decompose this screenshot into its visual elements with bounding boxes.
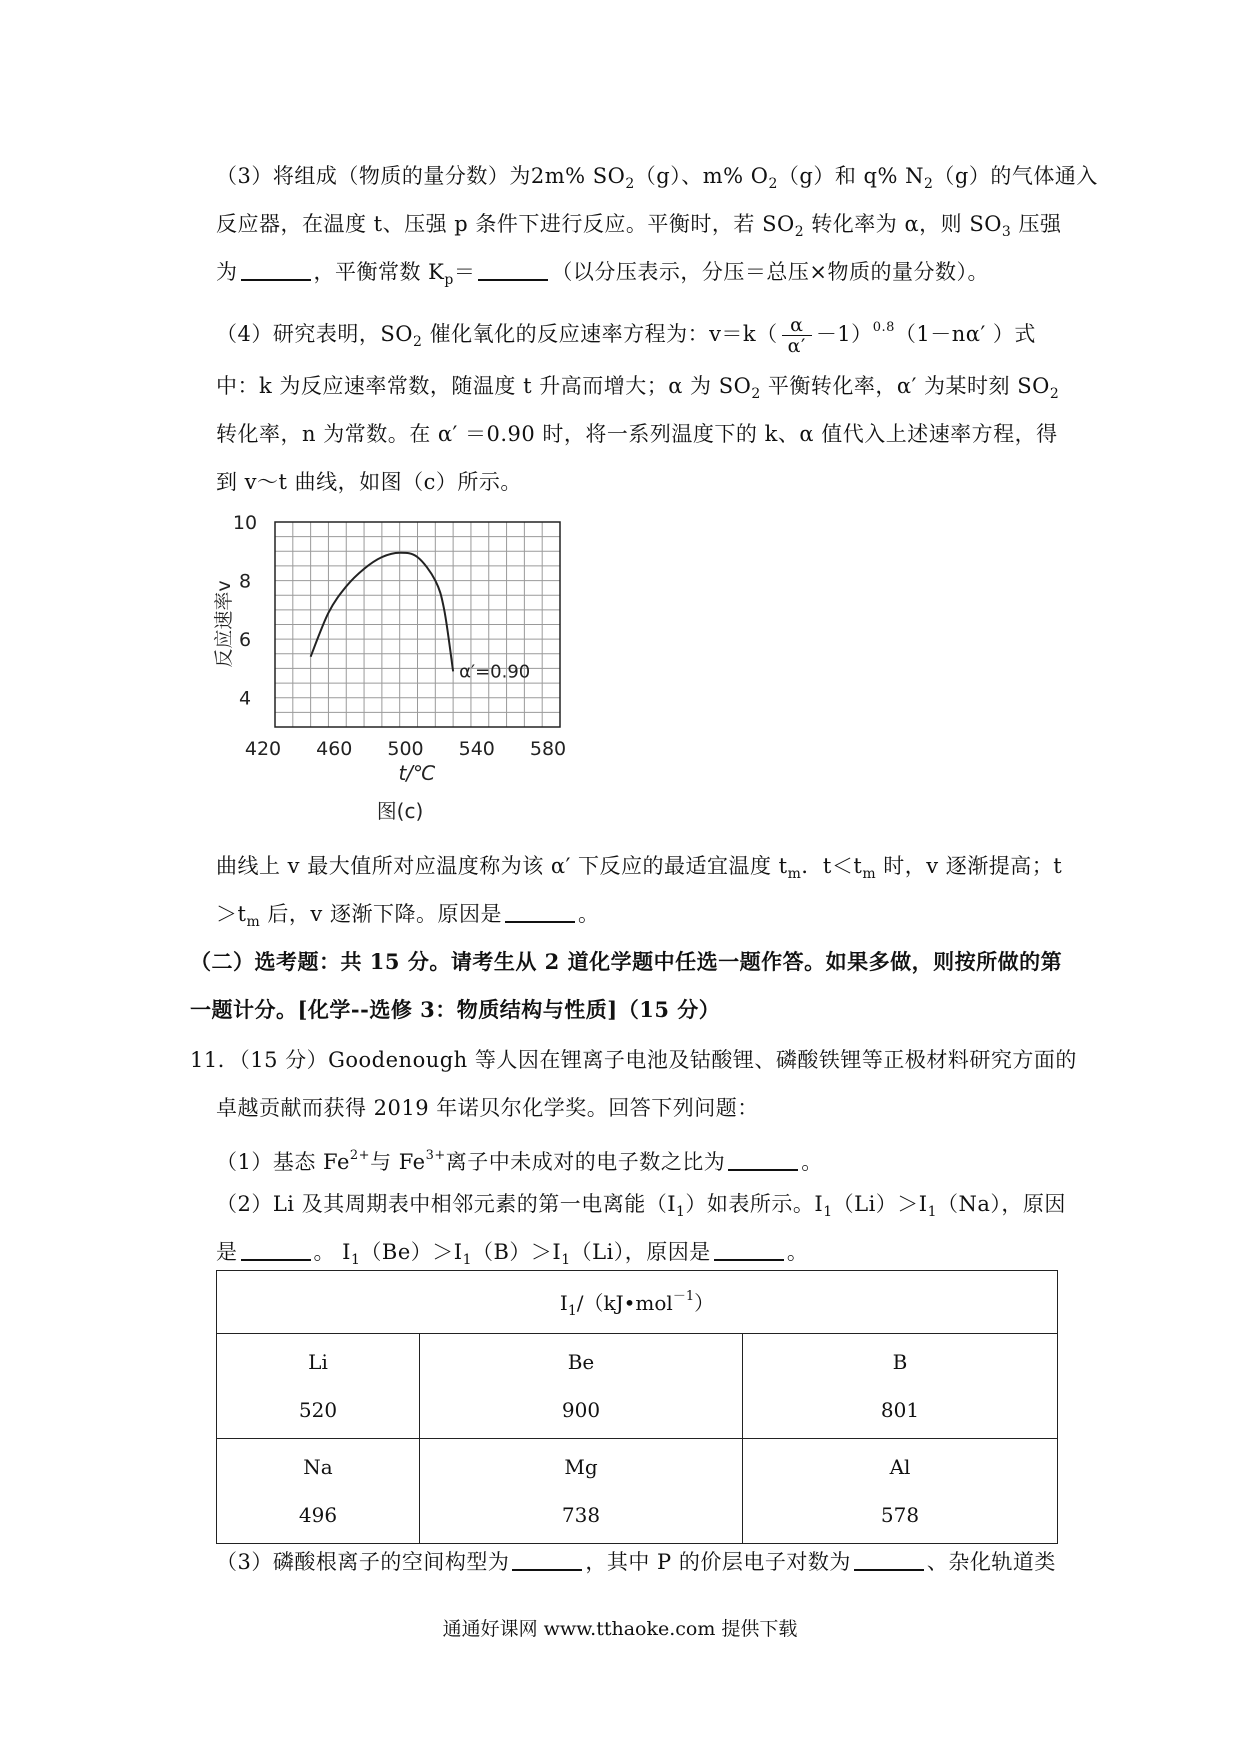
chart-grid	[275, 522, 560, 727]
ionization-energy-table	[216, 1270, 1058, 1544]
x-tick-label: 500	[387, 738, 424, 760]
table-cell: Al 578	[743, 1439, 1058, 1544]
q3-line-2: 反应器，在温度 t、压强 p 条件下进行反应。平衡时，若 $SO_2$ 转化率为 α，则 $SO_3$ 压强	[216, 212, 1062, 240]
table-cell: Mg 738	[420, 1439, 743, 1544]
answer-blank	[728, 1149, 798, 1171]
table-row	[217, 1334, 1058, 1439]
q11-line-2: 卓越贡献而获得 2019 年诺贝尔化学奖。回答下列问题：	[216, 1096, 759, 1120]
table-cell: Na 496	[217, 1439, 420, 1544]
rate-temperature-chart	[200, 498, 600, 838]
q4-line-3: 转化率，n 为常数。在 α′ ＝0.90 时，将一系列温度下的 k、α 值代入上述速率方程，得	[216, 422, 1058, 446]
q11-part-2-line-2: 是 。 $I_1(Be)>I_1(B)>I_1(Li)$，原因是 。	[216, 1240, 809, 1268]
answer-blank	[714, 1239, 784, 1261]
table-cell: Li 520	[217, 1334, 420, 1439]
after-chart-line-1: 曲线上 v 最大值所对应温度称为该 α′ 下反应的最适宜温度 $t_m$．$t<t_m$ 时，v 逐渐提高；t	[216, 854, 1063, 882]
answer-blank	[512, 1549, 582, 1571]
q3-line-3: 为 ，平衡常数 $K_p=$ （以分压表示，分压＝总压×物质的量分数）。	[216, 260, 989, 288]
q11-part-2-line-1: （2）Li 及其周期表中相邻元素的第一电离能$(I_1)$如表所示。$I_1(Li)>I_1(Na)$，原因	[216, 1192, 1066, 1220]
q3-line-1: （3）将组成（物质的量分数）为2m% $SO_2(g)$、m% $O_2(g)$和 q% $N_2(g)$的气体通入	[216, 164, 1098, 192]
section-2-line-2: 一题计分。[化学--选修 3：物质结构与性质]（15 分）	[190, 997, 721, 1022]
y-tick-label: 10	[232, 512, 258, 534]
answer-blank	[241, 1239, 311, 1261]
y-axis-label: 反应速率v	[213, 580, 235, 668]
table-row	[217, 1439, 1058, 1544]
q11-part-1: （1）基态 $Fe^{2+}$与 $Fe^{3+}$离子中未成对的电子数之比为 。	[216, 1148, 823, 1174]
y-tick-label: 6	[238, 629, 252, 652]
answer-blank	[854, 1549, 924, 1571]
chart-caption: 图(c)	[376, 799, 424, 823]
alpha-annotation: α′=0.90	[459, 661, 531, 683]
x-tick-labels	[245, 738, 566, 760]
answer-blank	[478, 259, 548, 281]
y-tick-label: 8	[238, 570, 252, 593]
y-tick-label: 4	[238, 687, 252, 710]
x-axis-label: t/℃	[398, 761, 436, 785]
rate-fraction: $\frac{\alpha}{\alpha'}$	[782, 315, 812, 356]
y-tick-labels	[233, 512, 257, 710]
page-footer: 通通好课网 www.tthaoke.com 提供下载	[442, 1618, 798, 1640]
x-tick-label: 460	[316, 738, 353, 760]
table-cell: Be 900	[420, 1334, 743, 1439]
table-cell: B 801	[743, 1334, 1058, 1439]
q11-line-1: 11．（15 分）Goodenough 等人因在锂离子电池及钴酸锂、磷酸铁锂等正极材料研究方面的	[190, 1048, 1077, 1072]
q11-part-3: （3）磷酸根离子的空间构型为 ，其中 P 的价层电子对数为 、杂化轨道类	[216, 1550, 1056, 1574]
q4-line-1: （4）研究表明，$SO_2$ 催化氧化的反应速率方程为：v＝k（ $\frac{\alpha}{\alpha'}$ －1）$^{0.8}$（1－nα′ ）式	[216, 314, 1036, 357]
section-2-line-1: （二）选考题：共 15 分。请考生从 2 道化学题中任选一题作答。如果多做，则按所做的第	[190, 949, 1063, 974]
table-header: $I_1/(kJ•mol^{-1})$	[217, 1271, 1058, 1334]
q4-line-2: 中：k 为反应速率常数，随温度 t 升高而增大；α 为 $SO_2$ 平衡转化率，α′ 为某时刻 $SO_2$	[216, 374, 1060, 402]
after-chart-line-2: $>t_m$ 后，v 逐渐下降。原因是 。	[216, 902, 600, 930]
q4-line-4: 到 v～t 曲线，如图（c）所示。	[216, 470, 522, 494]
x-tick-label: 580	[529, 738, 567, 760]
x-tick-label: 540	[458, 738, 495, 760]
x-tick-label: 420	[244, 738, 282, 760]
answer-blank	[505, 901, 575, 923]
answer-blank	[241, 259, 311, 281]
